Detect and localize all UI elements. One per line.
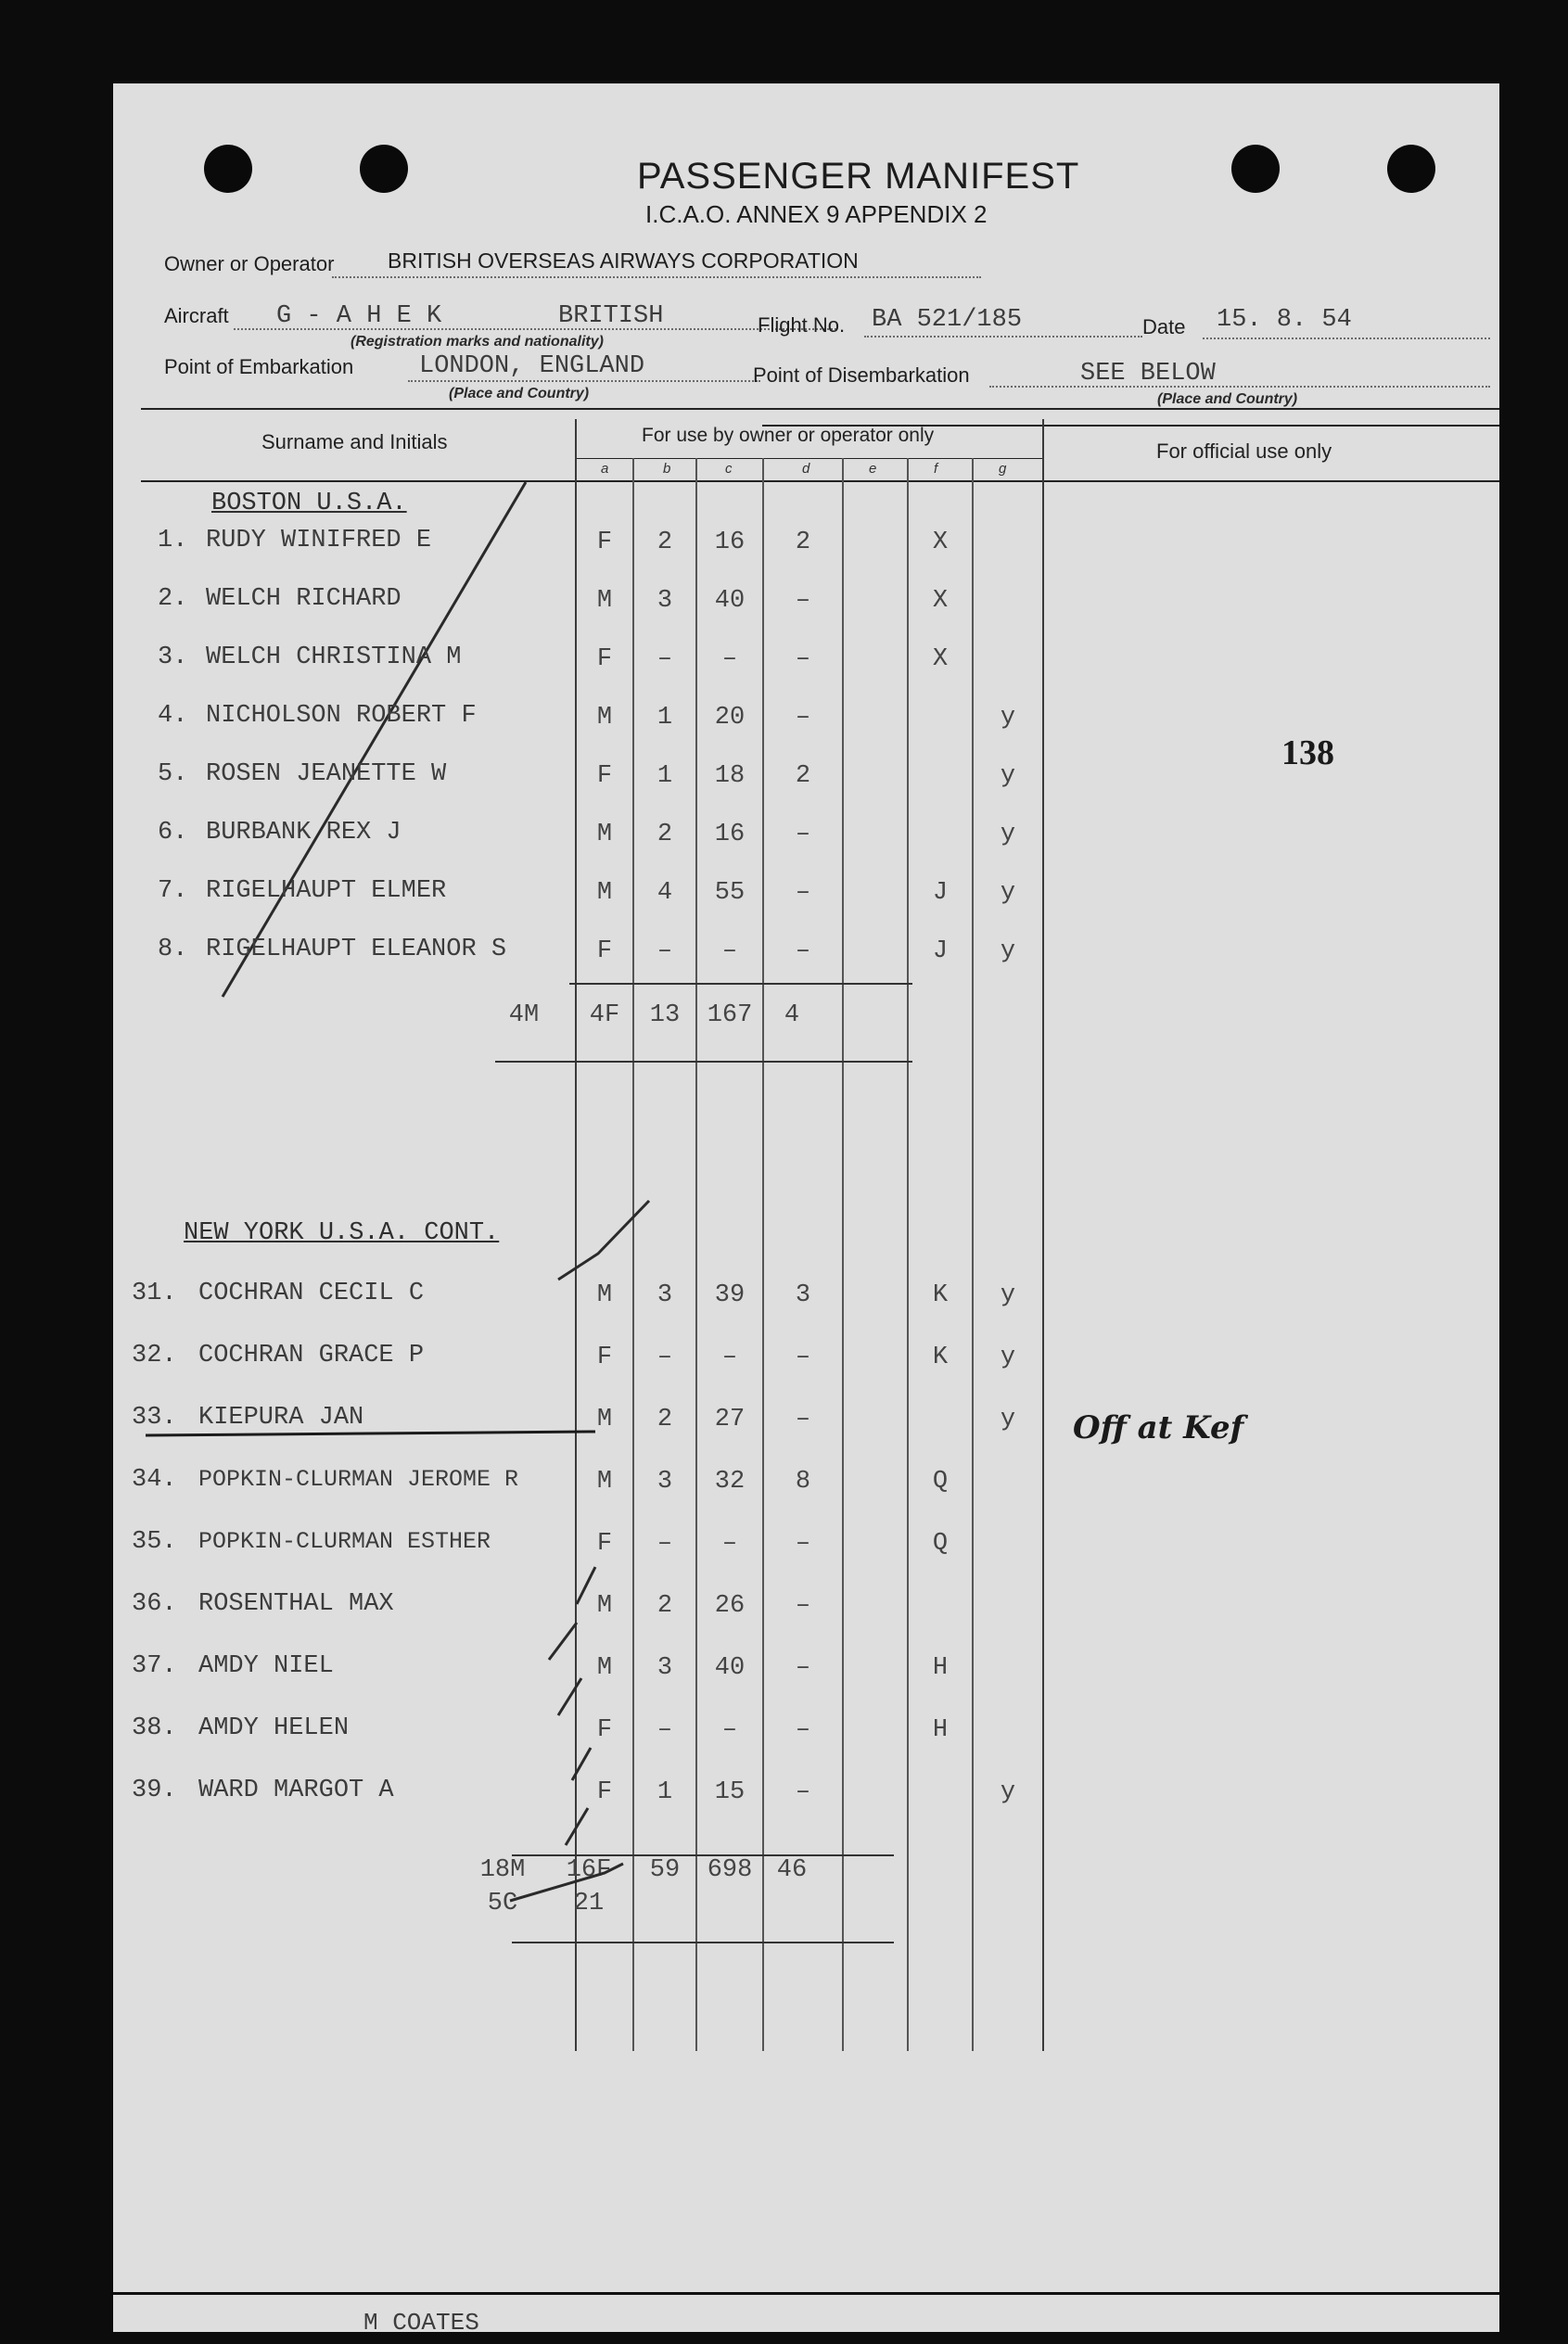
cell-d: – xyxy=(795,1716,811,1744)
cell-d: 2 xyxy=(795,529,811,556)
cell-a: F xyxy=(596,1778,613,1806)
form-subtitle: I.C.A.O. ANNEX 9 APPENDIX 2 xyxy=(645,200,988,228)
cell-c: 18 xyxy=(714,762,746,790)
official-number: 138 xyxy=(1281,733,1334,772)
cell-a: M xyxy=(596,1592,613,1620)
cell-b: – xyxy=(657,645,673,673)
cell-a: M xyxy=(596,879,613,907)
cell-f: X xyxy=(932,587,949,615)
passenger-name: COCHRAN GRACE P xyxy=(198,1342,425,1369)
col-surname-header: Surname and Initials xyxy=(261,430,448,453)
col-official-header: For official use only xyxy=(1156,440,1332,463)
aircraft-value: G - A H E K xyxy=(276,302,442,330)
cell-d: – xyxy=(795,587,811,615)
cell-g: y xyxy=(1000,1778,1016,1806)
cell-b: 2 xyxy=(657,1406,673,1433)
cell-d: – xyxy=(795,821,811,848)
col-header-f: f xyxy=(934,461,938,477)
cell-d: – xyxy=(795,1530,811,1558)
cell-f: H xyxy=(932,1716,949,1744)
cell-a: F xyxy=(596,645,613,673)
cell-f: K xyxy=(932,1344,949,1371)
cell-d: – xyxy=(795,1654,811,1682)
cell-g: y xyxy=(1000,1281,1016,1309)
col-header-b: b xyxy=(663,461,671,477)
section1-total-d: 4 xyxy=(784,1001,800,1029)
col-header-a: a xyxy=(601,461,609,477)
col-header-e: e xyxy=(869,461,877,477)
passenger-number: 1. xyxy=(158,527,188,554)
cell-g: y xyxy=(1000,937,1016,965)
col-owner-header: For use by owner or operator only xyxy=(642,425,935,446)
cell-a: M xyxy=(596,587,613,615)
cell-a: M xyxy=(596,1406,613,1433)
section2-total-m2: 5C xyxy=(487,1890,518,1917)
cell-b: – xyxy=(657,1530,673,1558)
passenger-name: POPKIN-CLURMAN JEROME R xyxy=(198,1466,519,1493)
passenger-name: NICHOLSON ROBERT F xyxy=(206,702,477,730)
cell-a: M xyxy=(596,1654,613,1682)
footer-text: M COATES xyxy=(363,2309,479,2332)
cell-a: M xyxy=(596,1281,613,1309)
passenger-number: 3. xyxy=(158,643,188,671)
cell-g: y xyxy=(1000,879,1016,907)
disembark-value: SEE BELOW xyxy=(1080,360,1216,388)
cell-b: – xyxy=(657,1344,673,1371)
cell-c: – xyxy=(721,1716,738,1744)
passenger-number: 7. xyxy=(158,877,188,905)
cell-a: F xyxy=(596,937,613,965)
cell-a: M xyxy=(596,704,613,732)
section2-total-c: 698 xyxy=(707,1856,753,1884)
flight-label: Flight No. xyxy=(758,313,846,337)
cell-c: 55 xyxy=(714,879,746,907)
cell-c: 20 xyxy=(714,704,746,732)
passenger-name: WARD MARGOT A xyxy=(198,1777,394,1804)
passenger-number: 32. xyxy=(132,1342,177,1369)
owner-value: BRITISH OVERSEAS AIRWAYS CORPORATION xyxy=(388,248,859,273)
cell-d: – xyxy=(795,1592,811,1620)
cell-b: 3 xyxy=(657,1281,673,1309)
cell-b: 3 xyxy=(657,1654,673,1682)
cell-f: X xyxy=(932,529,949,556)
cell-d: 2 xyxy=(795,762,811,790)
cell-c: 15 xyxy=(714,1778,746,1806)
cell-b: 3 xyxy=(657,1468,673,1496)
cell-d: – xyxy=(795,879,811,907)
cell-c: – xyxy=(721,645,738,673)
passenger-name: RUDY WINIFRED E xyxy=(206,527,432,554)
passenger-name: ROSEN JEANETTE W xyxy=(206,760,447,788)
pen-marks xyxy=(113,83,1499,2332)
section1-total-m: 4M xyxy=(508,1001,540,1029)
cell-f: K xyxy=(932,1281,949,1309)
passenger-name: WELCH RICHARD xyxy=(206,585,402,613)
passenger-name: RIGELHAUPT ELEANOR S xyxy=(206,936,507,963)
section2-total-d: 46 xyxy=(776,1856,808,1884)
cell-d: – xyxy=(795,704,811,732)
cell-f: Q xyxy=(932,1530,949,1558)
passenger-number: 6. xyxy=(158,819,188,847)
passenger-name: KIEPURA JAN xyxy=(198,1404,364,1432)
section2-total-m: 18M xyxy=(479,1856,526,1884)
col-header-g: g xyxy=(999,461,1007,477)
section1-heading: BOSTON U.S.A. xyxy=(211,490,407,517)
manifest-sheet xyxy=(113,83,1499,2332)
cell-b: 1 xyxy=(657,1778,673,1806)
cell-g: y xyxy=(1000,1344,1016,1371)
cell-c: – xyxy=(721,937,738,965)
flight-value: BA 521/185 xyxy=(872,306,1023,334)
section2-heading: NEW YORK U.S.A. CONT. xyxy=(184,1219,500,1247)
passenger-number: 31. xyxy=(132,1280,177,1307)
disembark-label: Point of Disembarkation xyxy=(753,363,970,387)
passenger-name: RIGELHAUPT ELMER xyxy=(206,877,447,905)
cell-c: 39 xyxy=(714,1281,746,1309)
passenger-name: COCHRAN CECIL C xyxy=(198,1280,425,1307)
cell-c: 32 xyxy=(714,1468,746,1496)
cell-b: 3 xyxy=(657,587,673,615)
cell-d: 3 xyxy=(795,1281,811,1309)
cell-f: Q xyxy=(932,1468,949,1496)
aircraft-nationality: BRITISH xyxy=(558,302,664,330)
cell-d: – xyxy=(795,1778,811,1806)
cell-b: 1 xyxy=(657,762,673,790)
cell-c: – xyxy=(721,1344,738,1371)
cell-d: – xyxy=(795,645,811,673)
cell-g: y xyxy=(1000,704,1016,732)
disembark-note: (Place and Country) xyxy=(1157,391,1298,407)
passenger-name: BURBANK REX J xyxy=(206,819,402,847)
passenger-number: 8. xyxy=(158,936,188,963)
date-value: 15. 8. 54 xyxy=(1217,306,1352,334)
section1-total-a: 4F xyxy=(589,1001,620,1029)
passenger-number: 36. xyxy=(132,1590,177,1618)
aircraft-label: Aircraft xyxy=(164,304,229,327)
cell-a: M xyxy=(596,1468,613,1496)
cell-d: – xyxy=(795,937,811,965)
cell-a: F xyxy=(596,1716,613,1744)
cell-a: M xyxy=(596,821,613,848)
cell-c: 27 xyxy=(714,1406,746,1433)
cell-d: 8 xyxy=(795,1468,811,1496)
passenger-number: 34. xyxy=(132,1466,177,1494)
cell-g: y xyxy=(1000,1406,1016,1433)
passenger-number: 38. xyxy=(132,1714,177,1742)
passenger-name: AMDY NIEL xyxy=(198,1652,334,1680)
cell-c: 16 xyxy=(714,821,746,848)
cell-c: – xyxy=(721,1530,738,1558)
passenger-number: 5. xyxy=(158,760,188,788)
cell-b: 2 xyxy=(657,529,673,556)
cell-b: – xyxy=(657,1716,673,1744)
embark-note: (Place and Country) xyxy=(449,386,590,401)
cell-d: – xyxy=(795,1406,811,1433)
form-title: PASSENGER MANIFEST xyxy=(637,156,1080,197)
passenger-name: POPKIN-CLURMAN ESTHER xyxy=(198,1528,491,1555)
section2-total-b: 59 xyxy=(649,1856,681,1884)
cell-c: 26 xyxy=(714,1592,746,1620)
cell-f: J xyxy=(932,937,949,965)
aircraft-note: (Registration marks and nationality) xyxy=(351,334,604,350)
cell-g: y xyxy=(1000,762,1016,790)
section1-total-c: 167 xyxy=(707,1001,753,1029)
passenger-number: 37. xyxy=(132,1652,177,1680)
embark-value: LONDON, ENGLAND xyxy=(419,352,645,380)
section2-total-a2: 21 xyxy=(573,1890,605,1917)
handwritten-note: Off at Kef xyxy=(1073,1409,1244,1446)
col-header-d: d xyxy=(802,461,810,477)
cell-c: 40 xyxy=(714,1654,746,1682)
cell-a: F xyxy=(596,762,613,790)
cell-a: F xyxy=(596,529,613,556)
cell-b: 4 xyxy=(657,879,673,907)
cell-b: 2 xyxy=(657,1592,673,1620)
cell-b: 1 xyxy=(657,704,673,732)
cell-f: X xyxy=(932,645,949,673)
cell-f: J xyxy=(932,879,949,907)
passenger-number: 33. xyxy=(132,1404,177,1432)
passenger-number: 2. xyxy=(158,585,188,613)
cell-d: – xyxy=(795,1344,811,1371)
owner-label: Owner or Operator xyxy=(164,252,335,275)
cell-c: 40 xyxy=(714,587,746,615)
section2-total-a: 16F xyxy=(566,1856,612,1884)
cell-b: 2 xyxy=(657,821,673,848)
cell-f: H xyxy=(932,1654,949,1682)
cell-c: 16 xyxy=(714,529,746,556)
cell-a: F xyxy=(596,1530,613,1558)
cell-g: y xyxy=(1000,821,1016,848)
passenger-name: ROSENTHAL MAX xyxy=(198,1590,394,1618)
passenger-number: 35. xyxy=(132,1528,177,1556)
col-header-c: c xyxy=(725,461,733,477)
passenger-number: 4. xyxy=(158,702,188,730)
passenger-number: 39. xyxy=(132,1777,177,1804)
passenger-name: AMDY HELEN xyxy=(198,1714,350,1742)
passenger-name: WELCH CHRISTINA M xyxy=(206,643,462,671)
section1-total-b: 13 xyxy=(649,1001,681,1029)
embark-label: Point of Embarkation xyxy=(164,355,354,378)
cell-b: – xyxy=(657,937,673,965)
date-label: Date xyxy=(1142,315,1186,338)
cell-a: F xyxy=(596,1344,613,1371)
